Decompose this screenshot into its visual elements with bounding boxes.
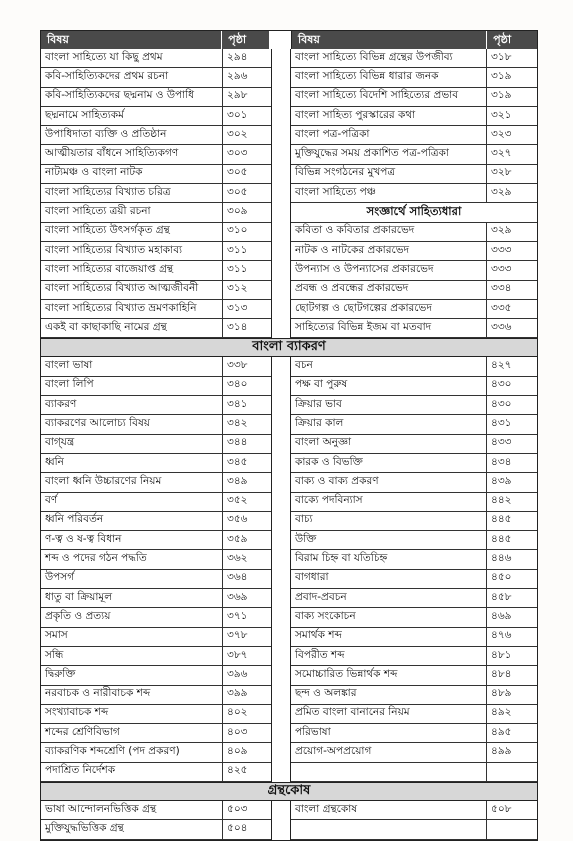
- toc-topic: কবি-সাহিত্যিকদের ছদ্মনাম ও উপাধি: [41, 88, 223, 106]
- toc-page-number: ৩০৯: [227, 205, 248, 218]
- toc-topic: শব্দ ও পদের গঠন পদ্ধতি: [41, 550, 223, 568]
- toc-topic: ছোটগল্প ও ছোটগল্পের প্রকারভেদ: [291, 300, 487, 318]
- toc-page-number: ৪২৫: [227, 764, 248, 777]
- toc-topic: ক্রিয়ার ভাব: [291, 396, 487, 414]
- toc-page-number: [487, 820, 537, 838]
- toc-topic: বাংলা ধ্বনি উচ্চারণের নিয়ম: [41, 473, 223, 491]
- toc-row: [41, 49, 271, 68]
- toc-row: [291, 126, 537, 145]
- toc-page-number: ৪৩১: [491, 416, 512, 429]
- toc-topic: নাটক ও নাটকের প্রকারভেদ: [291, 242, 487, 260]
- toc-row: [41, 820, 271, 839]
- toc-row: [41, 396, 271, 415]
- toc-row: [291, 724, 537, 743]
- toc-row: [291, 743, 537, 762]
- toc-page-number: ৩২৭: [491, 147, 512, 160]
- toc-topic: উক্তি: [291, 531, 487, 549]
- toc-topic: বাংলা সাহিত্যের বিখ্যাত চরিত্র: [41, 184, 223, 202]
- toc-row: [41, 743, 271, 762]
- toc-topic: ছন্দ ও অলঙ্কার: [291, 686, 487, 704]
- toc-page-number: ৪৪৫: [491, 513, 512, 526]
- toc-topic: বাংলা ভাষা: [41, 357, 223, 375]
- toc-page-number: ৪৬৯: [491, 609, 512, 622]
- toc-topic: বর্ণ: [41, 493, 223, 511]
- toc-topic: উপসর্গ: [41, 570, 223, 588]
- toc-topic: কারক ও বিভক্তি: [291, 454, 487, 472]
- column-gap: [272, 49, 291, 338]
- toc-topic: বাংলা সাহিত্যের বিখ্যাত ভ্রমণকাহিনি: [41, 300, 223, 318]
- toc-page-number: ৩২৯: [491, 185, 512, 198]
- toc-topic: বাংলা সাহিত্যে বিদেশি সাহিত্যের প্রভাব: [291, 88, 487, 106]
- toc-row: [291, 415, 537, 434]
- toc-page-number: ৪৩৪: [491, 455, 512, 468]
- toc-page-number: ৩২৮: [491, 166, 512, 179]
- toc-topic: দ্বিরুক্তি: [41, 666, 223, 684]
- section-title-grammar: বাংলা ব্যাকরণ: [41, 338, 537, 357]
- toc-page-number: ৩১১: [227, 243, 248, 256]
- toc-page-number: ৪৮৪: [491, 667, 512, 680]
- toc-row: [291, 666, 537, 685]
- toc-topic: ধ্বনি পরিবর্তন: [41, 512, 223, 530]
- toc-page-number: ৩৪৯: [227, 474, 248, 487]
- toc-topic: সন্ধি: [41, 647, 223, 665]
- toc-topic: বাংলা সাহিত্যের বাজেয়াপ্ত গ্রন্থ: [41, 261, 223, 279]
- toc-topic: ছদ্মনামে সাহিত্যকর্ম: [41, 107, 223, 125]
- toc-row: [41, 686, 271, 705]
- toc-topic: ণ-ত্ব ও ষ-ত্ব বিধান: [41, 531, 223, 549]
- toc-page-number: ৪০৯: [227, 745, 248, 758]
- toc-row: [41, 570, 271, 589]
- toc-row: [291, 628, 537, 647]
- section-literature-left: [41, 49, 272, 338]
- toc-page-number: ৩৩৪: [491, 282, 512, 295]
- toc-topic: বিরাম চিহ্ন বা যতিচিহ্ন: [291, 550, 487, 568]
- toc-row: [291, 49, 537, 68]
- subsection-heading-row: [291, 203, 537, 222]
- toc-row: [41, 377, 271, 396]
- toc-topic: নরবাচক ও নারীবাচক শব্দ: [41, 686, 223, 704]
- toc-page-number: ৩০১: [227, 108, 248, 121]
- header-gap: [270, 31, 292, 49]
- toc-topic: প্রবাদ-প্রবচন: [291, 589, 487, 607]
- toc-page-number: ৩৭৮: [227, 629, 248, 642]
- toc-row: [291, 647, 537, 666]
- toc-row: [41, 68, 271, 87]
- toc-row: [291, 763, 537, 782]
- section-bibliography: [41, 801, 537, 840]
- toc-topic: ব্যাকরণ: [41, 396, 223, 414]
- section-grammar: [41, 357, 537, 782]
- toc-topic: একই বা কাছাকাছি নামের গ্রন্থ: [41, 319, 223, 337]
- toc-row: [41, 281, 271, 300]
- toc-topic: বাংলা সাহিত্যে উৎসর্গকৃত গ্রন্থ: [41, 223, 223, 241]
- toc-page-number: ৩৪৫: [227, 455, 248, 468]
- section-literature-right: [291, 49, 537, 338]
- toc-topic: পরিভাষা: [291, 724, 487, 742]
- toc-row: [41, 242, 271, 261]
- toc-row: [291, 570, 537, 589]
- toc-page-number: [487, 763, 537, 781]
- toc-page-number: ৩৪০: [227, 378, 248, 391]
- toc-page-number: ৪৩০: [491, 378, 512, 391]
- toc-row: [41, 763, 271, 782]
- toc-page-number: ৪৩০: [491, 397, 512, 410]
- toc-row: [41, 415, 271, 434]
- toc-row: [41, 531, 271, 550]
- toc-topic: প্রবন্ধ ও প্রবন্ধের প্রকারভেদ: [291, 281, 487, 299]
- toc-row: [41, 223, 271, 242]
- toc-page-number: ৩৫২: [227, 494, 248, 507]
- toc-topic: কবিতা ও কবিতার প্রকারভেদ: [291, 223, 487, 241]
- toc-topic: বাগধারা: [291, 570, 487, 588]
- toc-topic: কবি-সাহিত্যিকদের প্রথম রচনা: [41, 68, 223, 86]
- toc-page-number: ৫০৮: [491, 802, 512, 815]
- toc-topic: বচন: [291, 357, 487, 375]
- toc-page-number: ৩২৯: [491, 224, 512, 237]
- toc-row: [291, 396, 537, 415]
- toc-page-number: ৪৯২: [491, 706, 512, 719]
- toc-topic: উপাধিদাতা ব্যক্তি ও প্রতিষ্ঠান: [41, 126, 223, 144]
- toc-page-number: ৩৩৩: [491, 243, 512, 256]
- section-bibliography-right: [291, 801, 537, 840]
- toc-topic: বাংলা অনুজ্ঞা: [291, 435, 487, 453]
- toc-page-number: ৫০৩: [227, 802, 248, 815]
- toc-page-number: ৪৮১: [491, 648, 512, 661]
- table-header: [41, 31, 537, 49]
- toc-row: [41, 628, 271, 647]
- toc-row: [291, 68, 537, 87]
- toc-topic: পক্ষ বা পুরুষ: [291, 377, 487, 395]
- toc-row: [291, 705, 537, 724]
- toc-topic: ধ্বনি: [41, 454, 223, 472]
- toc-page-number: ৩৫৬: [227, 513, 248, 526]
- toc-page-number: ৩৯৬: [227, 667, 248, 680]
- toc-page-number: ৩৬২: [227, 552, 248, 565]
- toc-topic: নাট্যমঞ্চ ও বাংলা নাটক: [41, 165, 223, 183]
- toc-page-number: ২৯৬: [227, 69, 248, 82]
- toc-page-number: ৩০২: [227, 127, 248, 140]
- toc-topic: মুক্তিযুদ্ধভিত্তিক গ্রন্থ: [41, 820, 223, 838]
- toc-page-number: ৩১৪: [227, 320, 248, 333]
- toc-row: [291, 801, 537, 820]
- toc-topic: ধাতু বা ক্রিয়ামূল: [41, 589, 223, 607]
- toc-topic: সমার্থক শব্দ: [291, 628, 487, 646]
- toc-topic: বাংলা পত্র-পত্রিকা: [291, 126, 487, 144]
- header-topic-left: বিষয়: [41, 31, 222, 49]
- toc-row: [291, 608, 537, 627]
- toc-page-number: ৪৪৬: [491, 552, 512, 565]
- toc-row: [291, 107, 537, 126]
- toc-page-number: ৩১৩: [227, 301, 248, 314]
- toc-page-number: ৩১৯: [491, 89, 512, 102]
- toc-row: [41, 184, 271, 203]
- toc-topic: ব্যাকরণিক শব্দশ্রেণি (পদ প্রকরণ): [41, 743, 223, 761]
- toc-topic: বাংলা সাহিত্যে বিভিন্ন ধারার জনক: [291, 68, 487, 86]
- toc-row: [291, 145, 537, 164]
- toc-topic: বাংলা সাহিত্যে পঞ্চ: [291, 184, 487, 202]
- toc-topic: সংখ্যাবাচক শব্দ: [41, 705, 223, 723]
- toc-page-number: ৪৫০: [491, 571, 512, 584]
- section-grammar-right: [291, 357, 537, 782]
- toc-row: [291, 165, 537, 184]
- header-page-right: পৃষ্ঠা: [493, 32, 512, 46]
- toc-page-number: ৪৮৯: [491, 687, 512, 700]
- toc-row: [41, 724, 271, 743]
- toc-row: [291, 242, 537, 261]
- toc-row: [291, 261, 537, 280]
- toc-row: [41, 493, 271, 512]
- toc-page-number: ৪৯৯: [491, 745, 512, 758]
- toc-topic: বিভিন্ন সংগঠনের মুখপত্র: [291, 165, 487, 183]
- toc-row: [291, 319, 537, 338]
- toc-topic: বাংলা সাহিত্যে বিভিন্ন গ্রন্থের উপজীব্য: [291, 49, 487, 67]
- toc-topic: সমোচ্চারিত ভিন্নার্থক শব্দ: [291, 666, 487, 684]
- toc-topic: বাক্যে পদবিন্যাস: [291, 493, 487, 511]
- toc-row: [41, 608, 271, 627]
- section-literature: [41, 49, 537, 338]
- column-gap: [272, 801, 291, 840]
- section-bibliography-left: [41, 801, 272, 840]
- toc-row: [41, 319, 271, 338]
- toc-row: [41, 666, 271, 685]
- toc-topic: বাক্য ও বাক্য প্রকরণ: [291, 473, 487, 491]
- toc-topic: প্রকৃতি ও প্রত্যয়: [41, 608, 223, 626]
- toc-row: [41, 512, 271, 531]
- toc-row: [41, 165, 271, 184]
- toc-page-number: ৩৬৯: [227, 590, 248, 603]
- toc-page-number: ৪৭৬: [491, 629, 512, 642]
- toc-page-number: ৩১২: [227, 282, 248, 295]
- toc-page-number: ৩৩৫: [491, 301, 512, 314]
- toc-row: [291, 512, 537, 531]
- toc-row: [41, 801, 271, 820]
- toc-topic: বাংলা গ্রন্থকোষ: [291, 801, 487, 819]
- toc-page-number: ৩৮৭: [227, 648, 248, 661]
- toc-page-number: ৩৬৪: [227, 571, 248, 584]
- toc-row: [41, 454, 271, 473]
- toc-row: [291, 281, 537, 300]
- toc-topic: পদাশ্রিত নির্দেশক: [41, 763, 223, 781]
- toc-row: [291, 357, 537, 376]
- toc-page-number: ৩৭১: [227, 609, 248, 622]
- toc-page-number: ৩২১: [491, 108, 512, 121]
- toc-topic: বাংলা লিপি: [41, 377, 223, 395]
- toc-row: [41, 145, 271, 164]
- toc-page-number: ৫০৪: [227, 821, 248, 834]
- toc-topic: বাগ্‌যন্ত্র: [41, 435, 223, 453]
- toc-topic: প্রয়োগ-অপপ্রয়োগ: [291, 743, 487, 761]
- toc-row: [291, 550, 537, 569]
- toc-page-number: ৩২৩: [491, 127, 512, 140]
- toc-page-number: ৩৯৯: [227, 687, 248, 700]
- toc-row: [291, 435, 537, 454]
- toc-topic: [291, 763, 487, 781]
- toc-row: [41, 88, 271, 107]
- toc-row: [291, 184, 537, 203]
- toc-page-number: ৪৩৯: [491, 474, 512, 487]
- toc-topic: ভাষা আন্দোলনভিত্তিক গ্রন্থ: [41, 801, 223, 819]
- toc-topic: সমাস: [41, 628, 223, 646]
- toc-row: [291, 377, 537, 396]
- toc-topic: প্রমিত বাংলা বানানের নিয়ম: [291, 705, 487, 723]
- toc-page-number: ৩৪২: [227, 416, 248, 429]
- toc-row: [41, 705, 271, 724]
- toc-page-number: ৪৩৩: [491, 436, 512, 449]
- toc-topic: বাংলা সাহিত্যে যা কিছু প্রথম: [41, 49, 223, 67]
- toc-row: [291, 88, 537, 107]
- toc-row: [291, 300, 537, 319]
- toc-page-number: ৪৯৫: [491, 725, 512, 738]
- toc-topic: [291, 820, 487, 838]
- toc-topic: মুক্তিযুদ্ধের সময় প্রকাশিত পত্র-পত্রিকা: [291, 145, 487, 163]
- column-gap: [272, 357, 291, 782]
- toc-page-number: ৩১৮: [491, 50, 512, 63]
- toc-row: [291, 223, 537, 242]
- toc-page-number: ৪২৭: [491, 359, 512, 372]
- toc-page-number: ৩৪৪: [227, 436, 248, 449]
- header-page-left: পৃষ্ঠা: [222, 31, 270, 49]
- toc-row: [41, 107, 271, 126]
- toc-row: [41, 261, 271, 280]
- toc-page-number: ৩৩৮: [227, 359, 248, 372]
- toc-page-number: ৩৩৩: [491, 262, 512, 275]
- toc-row: [291, 531, 537, 550]
- toc-topic: সাহিত্যের বিভিন্ন ইজম বা মতবাদ: [291, 319, 487, 337]
- toc-page-number: ৩১১: [227, 262, 248, 275]
- toc-topic: শব্দের শ্রেণিবিভাগ: [41, 724, 223, 742]
- toc-row: [291, 686, 537, 705]
- toc-page-number: ৩০৩: [227, 147, 248, 160]
- toc-topic: বাচ্য: [291, 512, 487, 530]
- toc-row: [41, 589, 271, 608]
- toc-row: [41, 300, 271, 319]
- section-grammar-left: [41, 357, 272, 782]
- toc-topic: উপন্যাস ও উপন্যাসের প্রকারভেদ: [291, 261, 487, 279]
- toc-page-number: ৩০৫: [227, 185, 248, 198]
- toc-row: [41, 435, 271, 454]
- header-topic-right: বিষয়: [292, 31, 487, 49]
- toc-topic: ব্যাকরণের আলোচ্য বিষয়: [41, 415, 223, 433]
- toc-page-number: ৩৫৯: [227, 532, 248, 545]
- toc-page-number: ৪৪৫: [491, 532, 512, 545]
- toc-row: [291, 493, 537, 512]
- toc-row: [41, 647, 271, 666]
- toc-row: [41, 126, 271, 145]
- toc-row: [41, 357, 271, 376]
- toc-row: [291, 473, 537, 492]
- toc-page-number: ৪০৩: [227, 725, 248, 738]
- toc-page-number: ৩১০: [227, 224, 248, 237]
- toc-topic: বাংলা সাহিত্যের বিখ্যাত মহাকাব্য: [41, 242, 223, 260]
- toc-topic: বাংলা সাহিত্য পুরস্কারের কথা: [291, 107, 487, 125]
- toc-topic: বাংলা সাহিত্যে ত্রয়ী রচনা: [41, 203, 223, 221]
- toc-page-number: ২৯৪: [227, 50, 248, 63]
- toc-row: [41, 473, 271, 492]
- toc-topic: বাংলা সাহিত্যের বিখ্যাত আত্মজীবনী: [41, 281, 223, 299]
- toc-page-number: ৪০২: [227, 706, 248, 719]
- toc-page-number: ৪৫৮: [491, 590, 512, 603]
- toc-row: [291, 589, 537, 608]
- toc-page-number: ৩৪১: [227, 397, 248, 410]
- toc-page-number: ২৯৮: [227, 89, 248, 102]
- toc-page-number: ৩৩৬: [491, 320, 512, 333]
- toc-page-number: ৪৪২: [491, 494, 512, 507]
- toc-topic: বিপরীত শব্দ: [291, 647, 487, 665]
- toc-page-number: ৩০৫: [227, 166, 248, 179]
- toc-page-number: ৩১৯: [491, 69, 512, 82]
- toc-topic: আত্মীয়তার বাঁধনে সাহিত্যিকগণ: [41, 145, 223, 163]
- subsection-heading: সংজ্ঞার্থে সাহিত্যধারা: [366, 204, 462, 219]
- toc-row: [41, 203, 271, 222]
- toc-row: [41, 550, 271, 569]
- toc-row: [291, 454, 537, 473]
- contents-table: [40, 30, 538, 841]
- section-title-bibliography: গ্রন্থকোষ: [41, 782, 537, 801]
- toc-topic: ক্রিয়ার কাল: [291, 415, 487, 433]
- toc-row: [291, 820, 537, 839]
- toc-topic: বাক্য সংকোচন: [291, 608, 487, 626]
